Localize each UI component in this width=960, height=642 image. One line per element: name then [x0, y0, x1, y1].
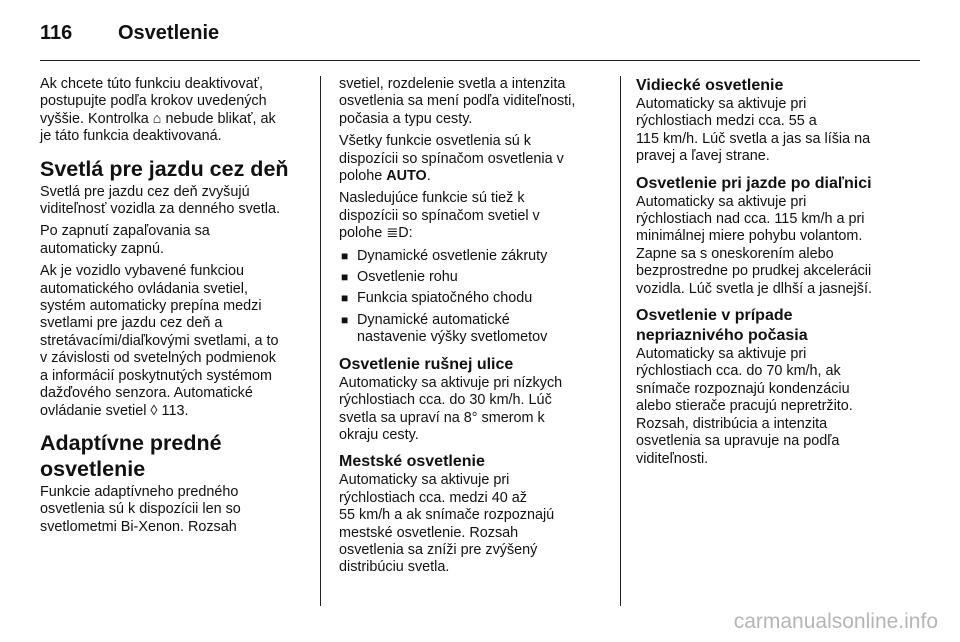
- bullet-icon: ■: [341, 312, 349, 327]
- text-line: svetiel, rozdelenie svetla a intenzita: [339, 76, 566, 92]
- heading-adverse-weather-lighting: [636, 306, 908, 346]
- list-item: [339, 248, 609, 265]
- text-line: nastavenie výšky svetlometov: [357, 329, 548, 346]
- text-line: vyššie. Kontrolka ⌂ nebude blikať, ak: [40, 110, 276, 127]
- text-line: snímače rozpoznajú kondenzáciu: [636, 380, 850, 397]
- heading-country-lighting: Vidiecké osvetlenie: [636, 77, 784, 94]
- text-line: Funkcie adaptívneho predného: [40, 483, 239, 500]
- text-line: osvetlenie: [40, 456, 146, 481]
- auto-label: AUTO: [386, 168, 427, 185]
- bullet-icon: ■: [341, 291, 349, 306]
- text-line: Automaticky sa aktivuje pri: [636, 346, 807, 363]
- column-divider-1: [320, 76, 321, 606]
- text-line: dispozícii so spínačom osvetlenia v: [339, 150, 564, 167]
- page-header: [40, 22, 219, 45]
- text-line: Rozsah, distribúcia a intenzita: [636, 415, 828, 432]
- text-line: je táto funkcia deaktivovaná.: [40, 128, 222, 145]
- paragraph-headlight-lines: [339, 190, 609, 225]
- text-line: vozidla. Lúč svetla je dlhší a jasnejší.: [636, 280, 872, 297]
- bullet-icon: ■: [341, 248, 349, 263]
- text-line: mestské osvetlenie. Rozsah: [339, 524, 519, 541]
- heading-busy-street-lighting: Osvetlenie rušnej ulice: [339, 355, 514, 373]
- heading-town-lighting: Mestské osvetlenie: [339, 453, 485, 471]
- text-line: distribúciu svetla.: [339, 559, 450, 576]
- text-line: Všetky funkcie osvetlenia sú k: [339, 133, 531, 150]
- paragraph-auto-lines: [339, 133, 609, 168]
- page-number: 116: [40, 22, 73, 44]
- paragraph-drl-automatic: [40, 263, 310, 420]
- text-line: svetlami pre jazdu cez deň a: [40, 315, 223, 332]
- text-line: v závislosti od svetelných podmienok: [40, 350, 276, 367]
- text-line: minimálnej miere pohybu volantom.: [636, 228, 863, 245]
- text-line: automatického ovládania svetiel,: [40, 280, 248, 297]
- list-item: [339, 312, 609, 347]
- paragraph-auto-last: polohe AUTO.: [339, 168, 431, 185]
- column-2: [339, 76, 609, 582]
- text-line: rýchlostiach nad cca. 115 km/h a pri: [636, 211, 865, 228]
- text-line: svetlometmi Bi-Xenon. Rozsah: [40, 518, 237, 535]
- text-line: Zapne sa s oneskorením alebo: [636, 245, 834, 262]
- header-rule: [40, 60, 920, 61]
- column-divider-2: [620, 76, 621, 606]
- text-line: bezprostredne po prudkej akcelerácii: [636, 263, 872, 280]
- text-line: Svetlá pre jazdu cez deň zvyšujú: [40, 183, 250, 200]
- text-line: 115 km/h. Lúč svetla a jas sa líšia na: [636, 130, 871, 147]
- text-line: Osvetlenie v prípade: [636, 307, 793, 325]
- text-line: systém automaticky prepína medzi: [40, 298, 262, 315]
- text-line: dispozícii so spínačom svetiel v: [339, 207, 540, 224]
- text-line: ovládanie svetiel ◊ 113.: [40, 402, 189, 419]
- watermark: carmanualsonline.info: [733, 610, 938, 633]
- text-line: Automaticky sa aktivuje pri nízkych: [339, 374, 563, 391]
- text-line: osvetlenia sú k dispozícii len so: [40, 501, 241, 518]
- text-line: Automaticky sa aktivuje pri: [339, 472, 510, 489]
- column-1: [40, 76, 310, 541]
- paragraph-town: [339, 472, 609, 576]
- paragraph-auto-position: [339, 133, 609, 185]
- paragraph-afl-range: [339, 76, 609, 128]
- text-line: nepriaznivého počasia: [636, 327, 808, 345]
- text-line: postupujte podľa krokov uvedených: [40, 93, 267, 110]
- column-3: [636, 76, 908, 473]
- paragraph-drl-ignition: [40, 223, 310, 258]
- text-line: počasia a typu cesty.: [339, 110, 473, 127]
- text-line: viditeľnosť vozidla za denného svetla.: [40, 201, 280, 218]
- text-line: 55 km/h a ak snímače rozpoznajú: [339, 507, 555, 524]
- text-line: Po zapnutí zapaľovania sa: [40, 223, 210, 240]
- text-line: dažďového senzora. Automatické: [40, 385, 253, 402]
- text-line: svetla sa upraví na 8° smerom k: [339, 409, 545, 426]
- text-line: osvetlenia sa mení podľa viditeľnosti,: [339, 93, 576, 110]
- bullet-icon: ■: [341, 270, 349, 285]
- text-line: Ak chcete túto funkciu deaktivovať,: [40, 76, 263, 92]
- text-line: okraju cesty.: [339, 426, 419, 443]
- paragraph-adverse-weather: [636, 346, 908, 468]
- text-line: Dynamické automatické: [357, 311, 510, 328]
- paragraph-deactivate: [40, 76, 310, 146]
- text-line: a informácií poskytnutých systémom: [40, 367, 272, 384]
- page-title: Osvetlenie: [118, 22, 220, 44]
- text-line: rýchlostiach cca. do 30 km/h. Lúč: [339, 392, 552, 409]
- paragraph-afl-intro: [40, 484, 310, 536]
- heading-motorway-lighting: Osvetlenie pri jazde po diaľnici: [636, 174, 872, 192]
- text-line: rýchlostiach medzi cca. 55 a: [636, 113, 817, 130]
- text-line: stretávacími/diaľkovými svetlami, a to: [40, 332, 279, 349]
- text-line: rýchlostiach cca. medzi 40 až: [339, 489, 527, 506]
- list-item: [339, 290, 609, 307]
- text-line: viditeľnosti.: [636, 450, 709, 467]
- paragraph-drl-visibility: [40, 184, 310, 219]
- feature-list: [339, 248, 609, 347]
- text-line: Funkcia spiatočného chodu: [357, 290, 533, 307]
- text-line: Automaticky sa aktivuje pri: [636, 193, 807, 210]
- text-line: Ak je vozidlo vybavené funkciou: [40, 263, 244, 280]
- heading-daytime-running-lights: Svetlá pre jazdu cez deň: [40, 156, 289, 181]
- low-beam-icon: ≣D: [386, 225, 409, 242]
- text-line: Automaticky sa aktivuje pri: [636, 96, 807, 112]
- heading-adaptive-forward-lighting: [40, 430, 310, 482]
- paragraph-country: [636, 96, 908, 166]
- text-line: osvetlenia sa zníži pre zvýšený: [339, 541, 538, 558]
- paragraph-headlight-position: [339, 190, 609, 242]
- text-line: automaticky zapnú.: [40, 240, 164, 257]
- text-line: Nasledujúce funkcie sú tiež k: [339, 190, 525, 207]
- text-line: rýchlostiach cca. do 70 km/h, ak: [636, 363, 841, 380]
- text-line: Osvetlenie rohu: [357, 269, 458, 286]
- text-line: Adaptívne predné: [40, 430, 222, 455]
- text-line: alebo stierače pracujú nepretržito.: [636, 398, 853, 415]
- text-line: pravej a ľavej strane.: [636, 148, 770, 165]
- text-line: Dynamické osvetlenie zákruty: [357, 247, 548, 264]
- paragraph-busy-street: [339, 375, 609, 445]
- text-line: osvetlenia sa upravuje na podľa: [636, 433, 840, 450]
- list-item: [339, 269, 609, 286]
- paragraph-headlight-last: polohe ≣D:: [339, 225, 413, 242]
- paragraph-motorway: [636, 194, 908, 298]
